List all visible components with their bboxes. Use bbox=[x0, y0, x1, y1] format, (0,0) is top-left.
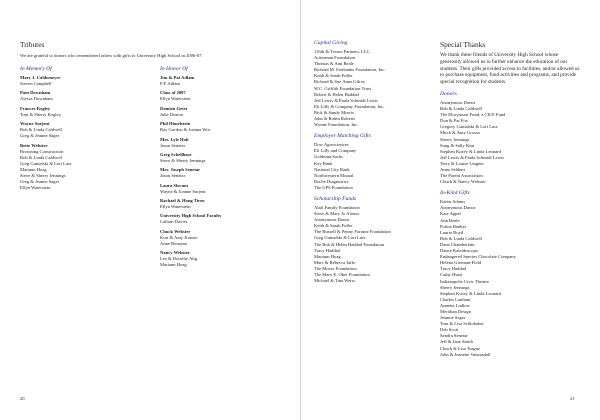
tribute-donor: Jason Senetar bbox=[160, 173, 186, 179]
capital-donor: Robert & Helen Haddad bbox=[314, 91, 359, 97]
donor-name: The Elroymson Fund, a CICF Fund bbox=[440, 112, 506, 118]
matching-employer: National City Bank bbox=[314, 166, 350, 172]
tribute-honoree: Rachael & Hong Tireu bbox=[160, 198, 205, 203]
in-kind-donor: Jeannie Sager bbox=[440, 315, 466, 321]
donor-name: Stephen Kozey & Linda Leonard bbox=[440, 148, 501, 154]
scholarship-donor: The Bob & Helen Haddad Foundation bbox=[314, 241, 385, 247]
tribute-donor: Steve & Sherry Jennings bbox=[160, 157, 206, 163]
tribute-donor: Tom & Sherry Kegley bbox=[20, 111, 61, 117]
tribute-donor: Bob & Linda Caldwell bbox=[20, 127, 62, 133]
matching-employer: Roche Diagnostics bbox=[314, 178, 349, 184]
tribute-donor: Wayne & Joanne Surjent bbox=[160, 188, 206, 194]
tribute-honoree: Chuck Webster bbox=[160, 228, 191, 234]
donor-name: Gregory Gumalski & Lori Lutz bbox=[440, 124, 498, 130]
capital-donor: Thomas & Ann Beale bbox=[314, 61, 354, 67]
in-kind-donor: Karen Adams bbox=[440, 199, 466, 205]
capital-donor: Rick & Sandy Morris bbox=[314, 109, 354, 115]
matching-employer: Key Bank bbox=[314, 160, 333, 166]
scholarship-donor: Marc & Rebecca Jaffe bbox=[314, 259, 356, 265]
donor-name: The Parent Association bbox=[440, 173, 483, 179]
donor-name: Anonymous Donor bbox=[440, 99, 476, 105]
tribute-donor: Ellyn Waterstein bbox=[160, 204, 191, 210]
tribute-donor: Anne Ronayne bbox=[160, 240, 188, 246]
capital-giving-heading: Capital Giving bbox=[314, 40, 348, 46]
in-kind-donor: Jeff & Jane Smith bbox=[440, 339, 473, 345]
in-kind-donor: Helena Gierman-Field bbox=[440, 260, 482, 266]
capital-donor: Eli Lilly & Company Foundation, Inc. bbox=[314, 103, 385, 109]
tribute-donor: Greg Gumalski & Lori Lutz bbox=[20, 160, 72, 166]
right-column-1 bbox=[314, 40, 434, 284]
tribute-honoree: Nancy Webster bbox=[160, 250, 190, 256]
scholarship-donor: Keith & Sarah Fuller bbox=[314, 223, 353, 229]
tribute-honoree: Mrs. Joseph Senetar bbox=[160, 167, 201, 173]
capital-donor: John & Robin Roberts bbox=[314, 116, 356, 122]
matching-employer: Goldman Sachs bbox=[314, 154, 343, 160]
scholarship-donor: Tracy Haddad bbox=[314, 247, 340, 253]
tribute-donor: Mariann Hoag bbox=[160, 262, 187, 268]
capital-donor: Richard M. Fairbanks Foundation, Inc. bbox=[314, 67, 386, 73]
in-kind-donor: Sherry Jennings bbox=[440, 284, 470, 290]
in-kind-donor: John & Jeanette Vanausdall bbox=[440, 351, 491, 357]
special-thanks-paragraph: We thank these friends of University High School whose generosity allowed us to further enhance the education of our students. Their gifts provided access to facilities, and/or allowed us to purchase equipment, fund activities and programs, and provide special recognition for students. bbox=[440, 52, 580, 86]
matching-employer: The UPS Foundation bbox=[314, 184, 353, 190]
scholarship-donor: The Russell & Penny Fortune Foundation bbox=[314, 229, 391, 235]
tributes-header bbox=[20, 40, 290, 59]
in-kind-donor: Dana Chamberlain bbox=[440, 241, 475, 247]
scholarship-donor: Anonymous Donor bbox=[314, 217, 350, 223]
in-kind-donor: Polina Benker bbox=[440, 223, 467, 229]
in-memory-column bbox=[20, 66, 140, 191]
in-memory-list bbox=[20, 75, 140, 191]
scholarship-donor: The Mary E. Ober Foundation bbox=[314, 272, 370, 277]
donors-list bbox=[440, 100, 580, 185]
tribute-donor: Steven Campbell bbox=[20, 81, 52, 87]
matching-employer: Dow Agrosciences bbox=[314, 142, 349, 148]
scholarship-funds-list bbox=[314, 205, 434, 284]
tribute-donor: Callum Davies bbox=[160, 219, 188, 225]
in-honor-heading: In Honor Of bbox=[160, 66, 188, 72]
in-kind-donor: Tom & Lisa Schlobaher bbox=[440, 321, 484, 327]
tributes-title: Tributes bbox=[20, 40, 45, 49]
in-kind-donor: Anonymous Donor bbox=[440, 205, 476, 211]
donor-name: Sherry Jennings bbox=[440, 136, 470, 142]
special-thanks-title: Special Thanks bbox=[440, 40, 486, 49]
tribute-donor: Ray Gordon & Joanna Wos bbox=[160, 127, 211, 133]
tributes-intro: We are grateful to donors who remembered others with gifts to University High School in 2006-07. bbox=[20, 53, 203, 58]
tribute-honoree: Mrs. Lyle Holt bbox=[160, 136, 189, 142]
in-kind-donor: Cathy Hurst bbox=[440, 272, 463, 278]
donors-heading: Donors bbox=[440, 90, 457, 97]
in-kind-donor: Meridian Design bbox=[440, 308, 472, 314]
tribute-donor: Ellyn Waterstein bbox=[20, 185, 51, 191]
scholarship-donor: Steve & Mary Jo Alonso bbox=[314, 211, 360, 217]
tribute-honoree: Phil Himelstein bbox=[160, 121, 191, 127]
in-honor-column bbox=[160, 66, 290, 269]
tribute-donor: Browning Construction bbox=[20, 148, 64, 154]
matching-employer: Eli Lilly and Company bbox=[314, 148, 357, 154]
right-column-2 bbox=[440, 40, 580, 358]
in-kind-donor: Deb Scott bbox=[440, 327, 459, 333]
donor-name: Terry & Louise Lingner bbox=[440, 160, 484, 166]
tribute-honoree: Class of 2007 bbox=[160, 90, 186, 96]
tribute-donor: Bob & Linda Caldwell bbox=[20, 154, 62, 160]
scholarship-funds-heading: Scholarship Funds bbox=[314, 195, 357, 202]
in-kind-donor: Sandra Senetar bbox=[440, 333, 468, 339]
in-memory-heading: In Memory Of bbox=[20, 66, 52, 72]
donor-name: Chuck & Nancy Webster bbox=[440, 179, 486, 185]
tribute-honoree: Bette Webster bbox=[20, 142, 48, 148]
in-kind-gifts-heading: In-Kind Gifts bbox=[440, 190, 470, 197]
tribute-donor: Mariann Hoag bbox=[20, 166, 47, 172]
scholarship-donor: The Moore Foundation bbox=[314, 265, 357, 271]
employer-matching-heading: Employer Matching Gifts bbox=[314, 133, 371, 140]
capital-donor: Ackerman Foundation bbox=[314, 55, 356, 61]
capital-donor: 116th & Towne Partners, LLC bbox=[314, 49, 370, 54]
employer-matching-list bbox=[314, 142, 434, 191]
capital-giving-list bbox=[314, 49, 434, 128]
tribute-donor: Lee & Dorothy Alig bbox=[160, 256, 198, 262]
in-kind-donor: Bob & Linda Caldwell bbox=[440, 235, 482, 241]
tribute-honoree: Greg Schellhase bbox=[160, 151, 192, 157]
in-kind-donor: Endangered Species Chocolate Company bbox=[440, 254, 516, 260]
tribute-donor: Steve & Sherry Jennings bbox=[20, 173, 66, 179]
page-number-right: 21 bbox=[570, 396, 575, 401]
tribute-honoree: Frances Kegley bbox=[20, 105, 51, 111]
donor-name: Sung & Sally Kim bbox=[440, 142, 475, 148]
tribute-donor: Kurt & Amy Krause bbox=[160, 234, 198, 240]
capital-donor: Jeff Lewis & Paula Schmidt Lewis bbox=[314, 97, 379, 103]
tribute-donor: Alyssa Downham bbox=[20, 96, 53, 102]
tribute-honoree: Mary J. Caldemeyer bbox=[20, 75, 61, 80]
tribute-honoree: Laura Slocum bbox=[160, 182, 188, 188]
donor-name: Jeff Lewis & Paula Schmidt Lewis bbox=[440, 154, 505, 160]
capital-donor: Keith & Sarah Fuller bbox=[314, 73, 353, 79]
tribute-donor: Greg & Jeanne Sager bbox=[20, 179, 60, 185]
in-kind-donor: Stephen Kozey & Linda Leonard bbox=[440, 290, 501, 296]
in-honor-list bbox=[160, 75, 290, 269]
in-kind-donor: Chuck & Lisa Teague bbox=[440, 345, 481, 351]
scholarship-donor: Michael & Tina Weiss bbox=[314, 278, 356, 284]
in-kind-gifts-list bbox=[440, 199, 580, 357]
tribute-honoree: Pam Downham bbox=[20, 90, 51, 96]
capital-donor: Wynne Foundation, Inc. bbox=[314, 122, 359, 128]
donor-name: Bob & Linda Caldwell bbox=[440, 106, 482, 112]
in-kind-donor: Indianapolis Civic Theatre bbox=[440, 278, 489, 284]
donor-name: Don & Pat Fox bbox=[440, 118, 468, 124]
tribute-donor: Julie Deaton bbox=[160, 111, 184, 117]
donor-name: Anna Seldner bbox=[440, 167, 466, 173]
capital-donor: Richard & Sue Anne Gilroy bbox=[314, 79, 366, 85]
in-kind-donor: Charles Lanham bbox=[440, 296, 471, 302]
tribute-honoree: Damien Geter bbox=[160, 105, 188, 111]
in-kind-donor: Ann Beale bbox=[440, 217, 460, 223]
matching-employer: Northwestern Mutual bbox=[314, 172, 354, 178]
in-kind-donor: Tracy Haddad bbox=[440, 266, 466, 272]
tribute-donor: F.P. Adlam bbox=[160, 81, 180, 87]
donor-name: Mitch & Amy Grossa bbox=[440, 130, 480, 136]
tribute-honoree: Jim & Pat Adlam bbox=[160, 75, 195, 80]
tribute-honoree: University High School Faculty bbox=[160, 213, 222, 219]
scholarship-donor: Greg Gumalski & Lori Lutz bbox=[314, 235, 366, 241]
scholarship-donor: Mariann Hoag bbox=[314, 253, 341, 259]
tribute-donor: Jason Senetar bbox=[160, 142, 186, 148]
page-number-left: 20 bbox=[20, 396, 25, 401]
page-fold bbox=[300, 0, 301, 420]
tribute-donor: Greg & Jeanne Sager bbox=[20, 133, 60, 139]
in-kind-donor: Annette Ludlow bbox=[440, 302, 470, 308]
in-kind-donor: Laurie Boyd bbox=[440, 229, 464, 235]
tribute-honoree: Wayne Surjent bbox=[20, 121, 50, 127]
capital-donor: W.C. Griffith Foundation Trust bbox=[314, 85, 372, 91]
tribute-donor: Ellyn Waterstein bbox=[160, 96, 191, 102]
in-kind-donor: Dance Kaleidoscope bbox=[440, 248, 478, 254]
scholarship-donor: Alafi Family Foundation bbox=[314, 204, 360, 210]
in-kind-donor: Kate Appel bbox=[440, 211, 461, 217]
